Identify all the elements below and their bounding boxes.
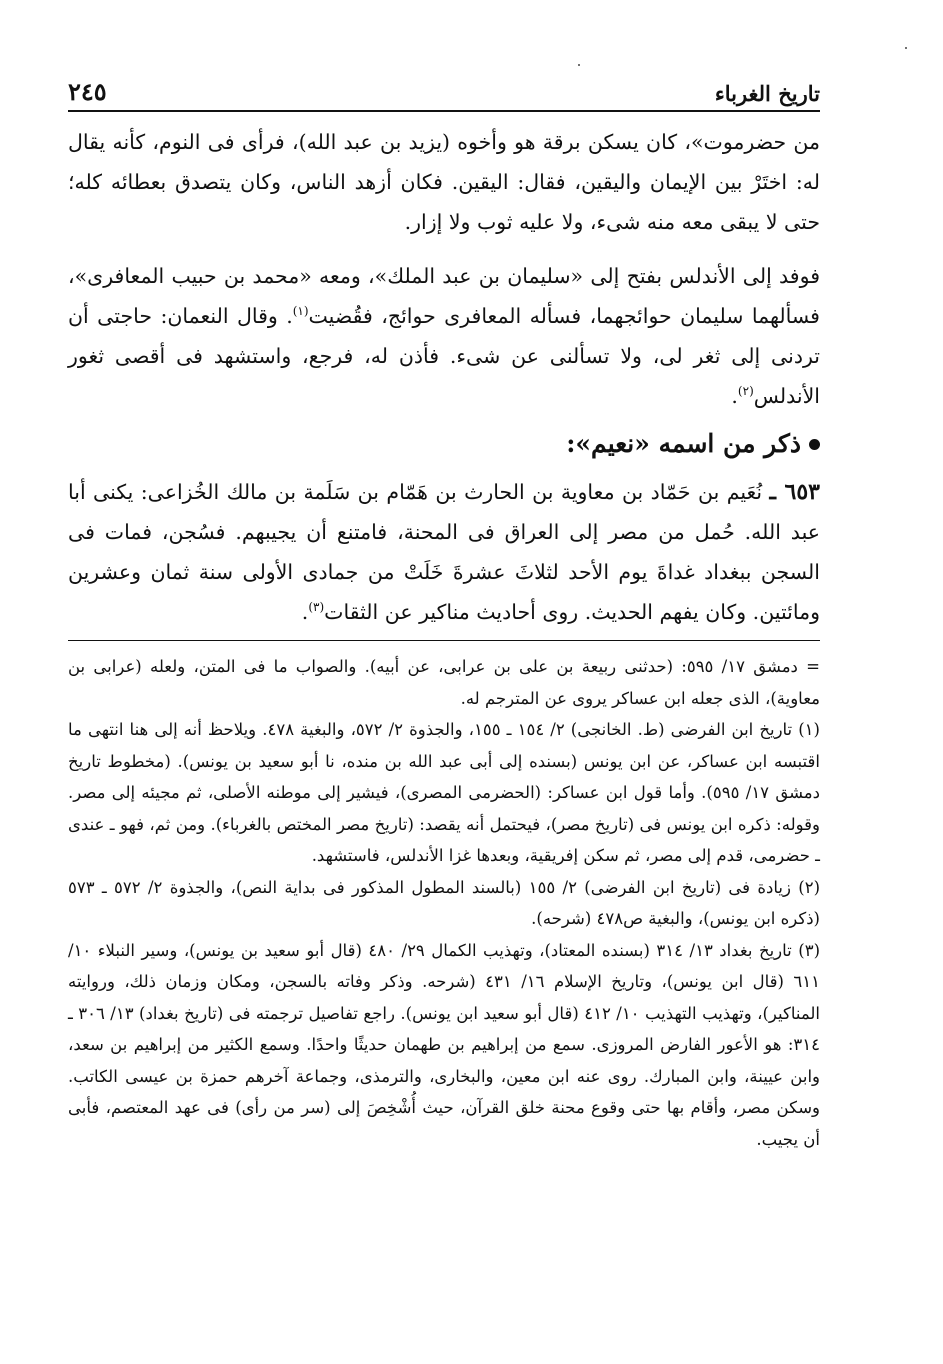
entry-end: . — [301, 600, 309, 624]
scan-speck — [905, 47, 907, 49]
footnote-ref-1: (١) — [292, 304, 309, 319]
footnote-3: (٣) تاريخ بغداد ١٣/ ٣١٤ (بسنده المعتاد)، وتهذيب الكمال ٢٩/ ٤٨٠ (قال أبو سعيد بن يونس)، وسير النبلاء ١٠/ ٦١١ (قال ابن يونس)، وتاريخ الإسلام ١٦/ ٤٣١ (شرحه. وذكر وفاته بالسجن، ومكان وزمان ذلك، وروايته المناكير)، وتهذيب التهذيب ١٠/ ٤١٢ (قال أبو سعيد ابن يونس). راجع تفاصيل ترجمته فى (تاريخ بغداد) ١٣/ ٣٠٦ ـ ٣١٤: هو الأعور الفارض المروزى. سمع من إبراهيم بن طهمان حديثًا واحدًا. وسمع الكثير من إبراهيم بن سعد، وابن عيينة، وابن المبارك. روى عنه ابن معين، والبخارى، والترمذى، وجماعة آخرهم حمزة بن عيسى الكاتب. وسكن مصر، وأقام بها حتى وقوع محنة خلق القرآن، حيث أُشْخِصَ إلى (سر من رأى) فى عهد المعتصم، فأبى أن يجيب. — [68, 940, 821, 1149]
book-page — [68, 70, 820, 1340]
running-header — [68, 70, 820, 112]
section-heading — [68, 422, 820, 466]
footnote-1: (١) تاريخ ابن الفرضى (ط. الخانجى) ٢/ ١٥٤ ـ ١٥٥، والجذوة ٢/ ٥٧٢، والبغية ٤٧٨. ويلاحظ أنه إلى هنا انتهى ما اقتبسه ابن عساكر، عن ابن يونس (بسنده إلى أبى عبد الله بن منده، نا أبو سعيد بن يونس). (مخطوط تاريخ دمشق ١٧/ ٥٩٥). وأما قول ابن عساكر: (الحضرمى المصرى)، فيشير إلى موطنه الأصلى، ثم مجيئه إلى مصر. وقوله: ذكره ابن يونس فى (تاريخ مصر)، فيحتمل أنه يقصد: (تاريخ مصر المختص بالغرباء). ومن ثم، فهو ـ عندى ـ حضرمى، قدم إلى مصر، ثم سكن إفريقية، وبعدها غزا الأندلس، فاستشهد. — [68, 720, 820, 865]
footnote-divider — [68, 640, 820, 641]
page-number: ٢٤٥ — [68, 77, 107, 106]
footnote-ref-2: (٢) — [737, 384, 754, 399]
paragraph-2-part-a: فوفد إلى الأندلس بفتح إلى «سليمان بن عبد الملك»، ومعه «محمد بن حبيب المعافرى»، فسألهما سليمان حوائجهما، فسأله المعافرى حوائج، فقُضيت — [68, 264, 820, 328]
running-title: تاريخ الغرباء — [714, 81, 820, 106]
scan-speck — [578, 64, 580, 66]
footnote-ref-3: (٣) — [308, 600, 325, 615]
entry-text: نُعَيم بن حَمّاد بن معاوية بن الحارث بن هَمّام بن سَلَمة بن مالك الخُزاعى: يكنى أبا عبد الله. حُمل من مصر إلى العراق فى المحنة، فامتنع أن يجيبهم. فسُجن، فمات فى السجن ببغداد غداةَ يوم الأحد لثلاثَ عشرةَ خَلَتْ من جمادى الأولى سنة ثمان وعشرين ومائتين. وكان يفهم الحديث. روى أحاديث مناكير عن الثقات — [68, 480, 820, 624]
footnote-continuation: = دمشق ١٧/ ٥٩٥: (حدثنى ربيعة بن على بن عرابى، عن أبيه). والصواب ما فى المتن، ولعله (عرابى بن معاوية)، الذى جعله ابن عساكر يروى عن المترجم له. — [68, 657, 820, 708]
section-heading-text: ذكر من اسمه «نعيم»: — [566, 429, 801, 458]
paragraph-2-part-c: . — [731, 384, 738, 408]
entry-653 — [68, 472, 820, 632]
paragraph-2-part-b: . وقال النعمان: حاجتى أن تردنى إلى ثغر لى، ولا تسألنى عن شىء. فأذن له، فرجع، واستشهد فى أقصى ثغور الأندلس — [68, 304, 820, 408]
main-text — [68, 122, 820, 632]
entry-number: ٦٥٣ ـ — [769, 479, 820, 505]
footnotes — [68, 651, 820, 1155]
paragraph-1: من حضرموت»، كان يسكن برقة هو وأخوه (يزيد بن عبد الله)، فرأى فى النوم، كأنه يقال له: اختَرْ بين الإيمان واليقين، فقال: اليقين. فكان أزهد الناس، وكان يتصدق بعطائه كله؛ حتى لا يبقى معه منه شىء، ولا عليه ثوب ولا إزار. — [68, 130, 820, 234]
paragraph-2 — [68, 256, 820, 416]
footnote-2: (٢) زيادة فى (تاريخ ابن الفرضى) ٢/ ١٥٥ (بالسند المطول المذكور فى بداية النص)، والجذوة ٢/ ٥٧٢ ـ ٥٧٣ (ذكره ابن يونس)، والبغية ص٤٧٨ (شرحه). — [68, 877, 821, 928]
bullet-icon — [809, 439, 820, 450]
